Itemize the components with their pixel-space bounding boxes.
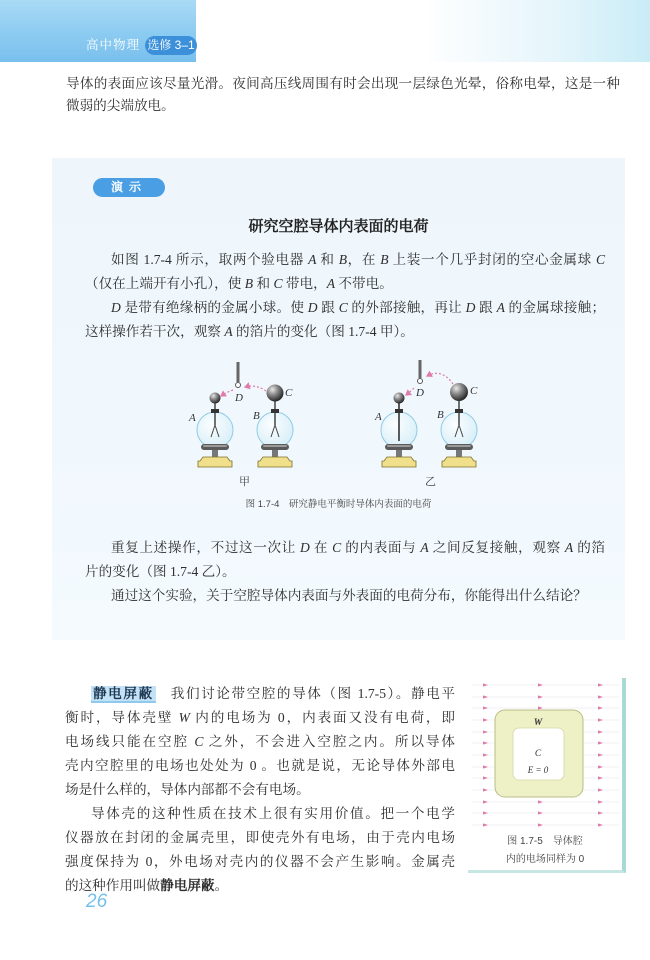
text-line: 电场线只能在空腔 C 之外，不会进入空腔之内。所以导体 bbox=[65, 734, 455, 749]
variable-symbol: C bbox=[273, 276, 283, 291]
label-d-right: D bbox=[416, 387, 424, 399]
probe-d-left bbox=[221, 362, 266, 396]
electroscope-a-left bbox=[197, 393, 233, 468]
demo-paragraph-2 bbox=[85, 296, 605, 344]
variable-symbol: D bbox=[111, 300, 121, 315]
text-line: 导体的表面应该尽量光滑。夜间高压线周围有时会出现一层绿色光晕，俗称电晕，这是一种 bbox=[66, 76, 620, 91]
header-volume-pill: 选修 3–1 bbox=[145, 36, 197, 55]
text-line: 壳内空腔里的电场也处处为 0 。也就是说，无论导体外部电 bbox=[65, 758, 455, 773]
label-c-left: C bbox=[285, 387, 293, 399]
text-line: D 是带有绝缘柄的金属小球。使 D 跟 C 的外部接触，再让 D 跟 A 的金属球接触； bbox=[111, 300, 606, 315]
text-line: 微弱的尖端放电。 bbox=[66, 98, 175, 113]
text-line: 片的变化（图 1.7-4 乙）。 bbox=[85, 564, 236, 579]
variable-symbol: C bbox=[194, 734, 204, 749]
probe-d-right bbox=[406, 360, 453, 395]
variable-symbol: D bbox=[465, 300, 476, 315]
variable-symbol: D bbox=[300, 540, 310, 555]
text-line: 导体壳的这种性质在技术上很有实用价值。把一个电学 bbox=[91, 806, 455, 821]
sub-figure-label-left: 甲 bbox=[239, 476, 250, 488]
intro-paragraph bbox=[66, 73, 620, 117]
text-line: 重复上述操作，不过这一次让 D 在 C 的内表面与 A 之间反复接触，观察 A 的箔 bbox=[111, 540, 606, 555]
demo-title: 研究空腔导体内表面的电荷 bbox=[248, 218, 429, 235]
label-a-right: A bbox=[375, 411, 382, 423]
text-line: 强度保持为 0，外电场对壳内的仪器不会产生影响。金属壳 bbox=[65, 854, 455, 869]
variable-symbol: A bbox=[326, 276, 336, 291]
label-c-right: C bbox=[470, 385, 478, 397]
figure-1-7-5-conductor-shell bbox=[468, 678, 622, 834]
variable-symbol: A bbox=[564, 540, 574, 555]
variable-symbol: B bbox=[338, 252, 348, 267]
variable-symbol: A bbox=[224, 324, 233, 339]
text-line: 的这种作用叫做静电屏蔽。 bbox=[65, 878, 229, 893]
sub-figure-label-right: 乙 bbox=[425, 476, 436, 488]
demo-paragraph-1 bbox=[85, 248, 605, 296]
demo-question bbox=[85, 584, 605, 608]
text-line: 场是什么样的，导体内部都不会有电场。 bbox=[65, 782, 310, 797]
caption-line: 图 1.7-5 导体腔 bbox=[507, 836, 583, 847]
wall-label: W bbox=[533, 718, 543, 728]
demo-paragraph-3 bbox=[85, 536, 605, 584]
header-subject: 高中物理 bbox=[86, 38, 141, 52]
text-line: 静电屏蔽 我们讨论带空腔的导体（图 1.7-5）。静电平 bbox=[93, 686, 455, 701]
variable-symbol: D bbox=[307, 300, 318, 315]
variable-symbol: B bbox=[244, 276, 254, 291]
variable-symbol: A bbox=[308, 252, 317, 267]
figure-1-7-4-caption: 图 1.7-4 研究静电平衡时导体内表面的电荷 bbox=[245, 499, 432, 510]
field-zero-label: E = 0 bbox=[527, 765, 549, 775]
variable-symbol: B bbox=[380, 252, 389, 267]
label-d-left: D bbox=[235, 392, 243, 404]
figure-1-7-5-caption bbox=[472, 833, 618, 869]
label-b-right: B bbox=[437, 409, 444, 421]
variable-symbol: C bbox=[332, 540, 342, 555]
header-fade bbox=[196, 0, 650, 62]
figure-1-7-4-electroscopes bbox=[170, 355, 490, 495]
page-number: 26 bbox=[86, 891, 108, 912]
demo-badge: 演示 bbox=[93, 178, 165, 197]
variable-symbol: A bbox=[496, 300, 505, 315]
caption-line: 内的电场同样为 0 bbox=[505, 854, 585, 865]
variable-symbol: C bbox=[595, 252, 606, 267]
text-line: 衡时，导体壳壁 W 内的电场为 0，内表面又没有电荷，即 bbox=[65, 710, 455, 725]
shielding-paragraph-2 bbox=[65, 802, 455, 898]
variable-symbol: W bbox=[178, 710, 190, 725]
shielding-paragraph-1 bbox=[65, 682, 455, 802]
cavity-label: C bbox=[534, 749, 542, 759]
text-line: 通过这个实验，关于空腔导体内表面与外表面的电荷分布，你能得出什么结论？ bbox=[111, 588, 587, 603]
text-line: 这样操作若干次，观察 A 的箔片的变化（图 1.7-4 甲）。 bbox=[85, 324, 414, 339]
electroscope-a-right bbox=[381, 393, 417, 468]
label-a-left: A bbox=[189, 412, 196, 424]
section-keyword: 静电屏蔽 bbox=[93, 686, 154, 701]
label-b-left: B bbox=[253, 410, 260, 422]
variable-symbol: A bbox=[420, 540, 429, 555]
text-line: 仪器放在封闭的金属壳里，即使壳外有电场，由于壳内电场 bbox=[65, 830, 455, 845]
variable-symbol: C bbox=[338, 300, 348, 315]
text-line: 如图 1.7-4 所示，取两个验电器 A 和 B，在 B 上装一个几乎封闭的空心金属球 C bbox=[111, 252, 606, 267]
bold-term: 静电屏蔽 bbox=[160, 878, 215, 893]
text-line: （仅在上端开有小孔），使 B 和 C 带电，A 不带电。 bbox=[85, 276, 393, 291]
